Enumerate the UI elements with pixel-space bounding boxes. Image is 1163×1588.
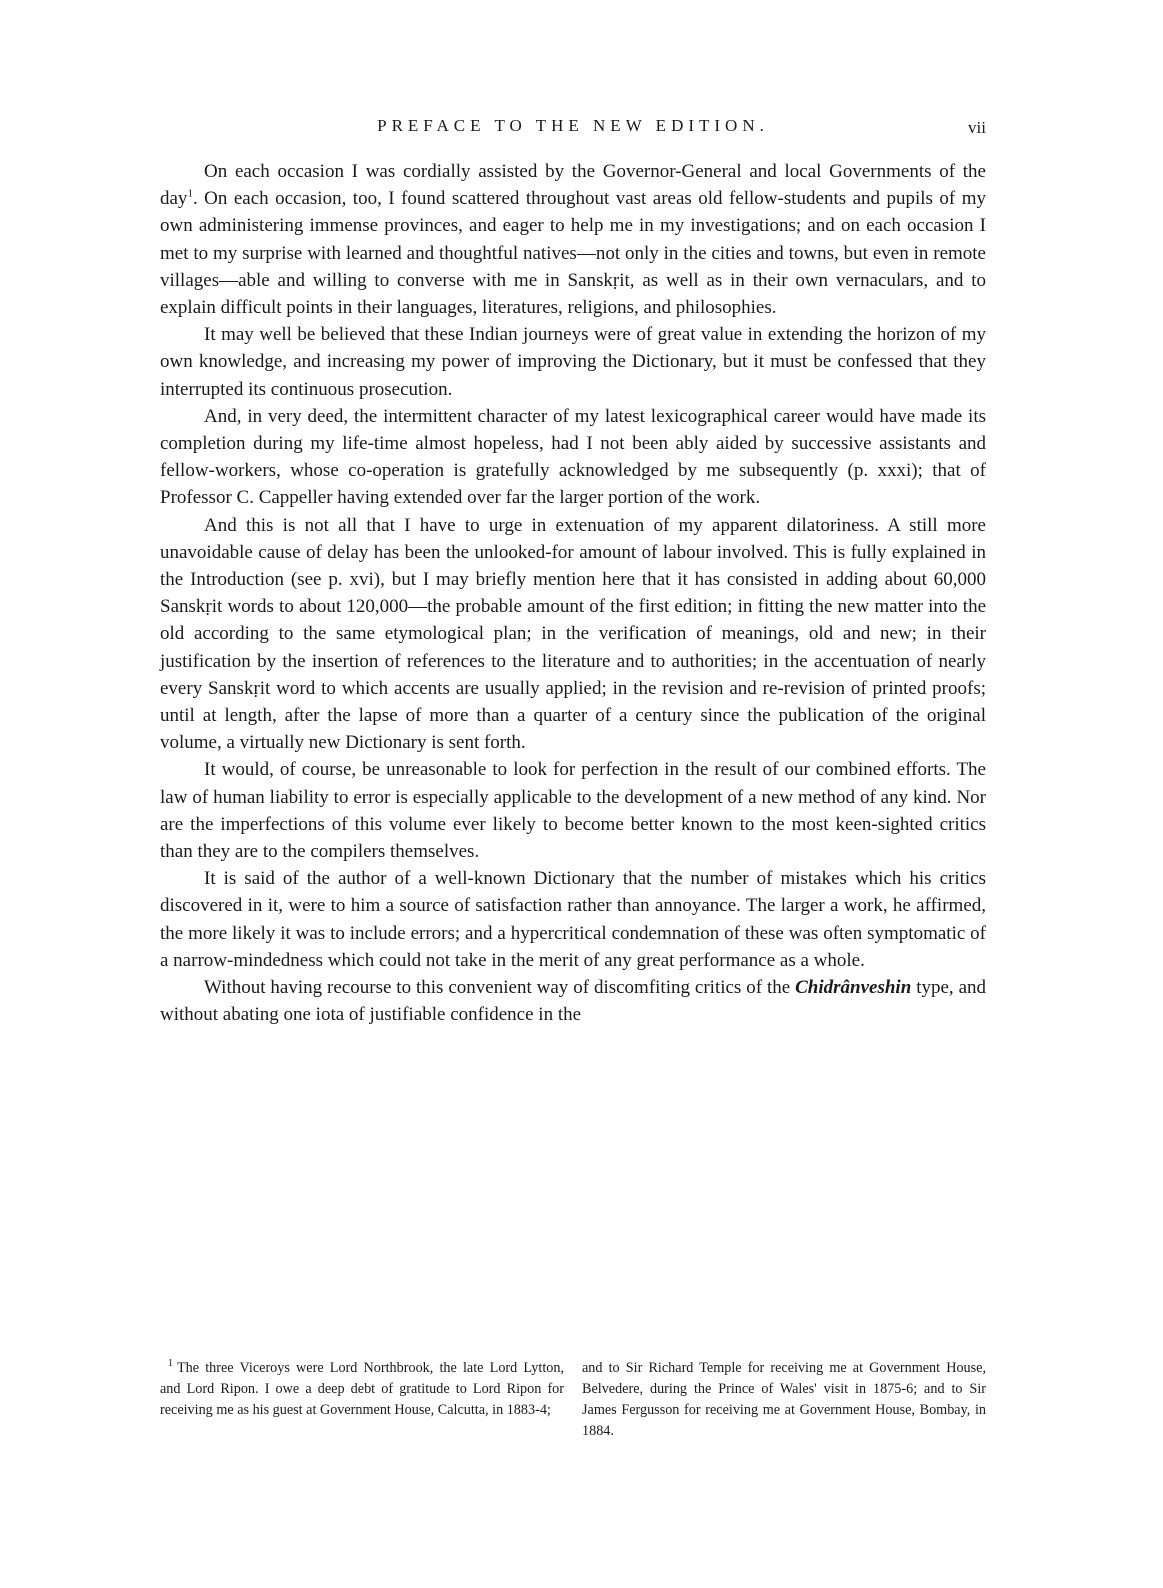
- paragraph-1: [160, 158, 986, 321]
- footnote-reference: 1: [187, 187, 193, 200]
- paragraph-2: It may well be believed that these Indian journeys were of great value in extending the horizon of my own knowledge, and increasing my power of improving the Dictionary, but it must be confessed that they interrupted its continuous prosecution.: [160, 324, 986, 400]
- footnote-text-left: The three Viceroys were Lord Northbrook, the late Lord Lytton, and Lord Ripon. I owe a deep debt of gratitude to Lord Ripon for receiving me as his guest at Government House, Calcutta, in 1883-4;: [160, 1360, 564, 1418]
- paragraph-7-text-a: Without having recourse to this convenient way of discomfiting critics of the: [204, 977, 791, 999]
- paragraph-4: And this is not all that I have to urge in extenuation of my apparent dilatoriness. A still more unavoidable cause of delay has been the unlooked-for amount of labour involved. This is fully explained in the Introduction (see p. xvi), but I may briefly mention here that it has consisted in adding about 60,000 Sanskṛit words to about 120,000—the probable amount of the first edition; in fitting the new matter into the old according to the same etymological plan; in the verification of meanings, old and new; in their justification by the insertion of references to the literature and to authorities; in the accentuation of nearly every Sanskṛit word to which accents are usually applied; in the revision and re-revision of printed proofs; until at length, after the lapse of more than a quarter of a century since the publication of the original volume, a virtually new Dictionary is sent forth.: [160, 514, 986, 754]
- paragraph-6: It is said of the author of a well-known Dictionary that the number of mistakes which his critics discovered in it, were to him a source of satisfaction rather than annoyance. The larger a work, he affirmed, the more likely it was to include errors; and a hypercritical condemnation of these was often symptomatic of a narrow-mindedness which could not take in the merit of any great performance as a whole.: [160, 868, 986, 971]
- footnotes: [160, 1358, 986, 1442]
- footnote-text-right: and to Sir Richard Temple for receiving me at Government House, Belvedere, during the Prince of Wales' visit in 1875-6; and to Sir James Fergusson for receiving me at Government House, Bombay, in 1884.: [582, 1360, 986, 1439]
- paragraph-1-text-b: . On each occasion, too, I found scattered throughout vast areas old fellow-students and pupils of my own administering immense provinces, and eager to help me in my investigations; and on each occasion I met to my surprise with learned and thoughtful natives—not only in the cities and towns, but even in remote villages—able and willing to converse with me in Sanskṛit, as well as in their own vernaculars, and to explain difficult points in their languages, literatures, religions, and philosophies.: [160, 188, 986, 319]
- paragraph-3: And, in very deed, the intermittent character of my latest lexicographical career would have made its completion during my life-time almost hopeless, had I not been ably aided by successive assistants and fellow-workers, whose co-operation is gratefully acknowledged by me subsequently (p. xxxi); that of Professor C. Cappeller having extended over far the larger portion of the work.: [160, 405, 986, 509]
- paragraph-7-text-b: type, and without abating one iota of justifiable confidence in the: [160, 977, 987, 1026]
- paragraph-7: [160, 974, 986, 1028]
- running-title: PREFACE TO THE NEW EDITION.: [377, 116, 769, 135]
- footnote-marker: 1: [168, 1358, 173, 1370]
- body-text: [160, 158, 986, 1029]
- running-head: [160, 116, 986, 146]
- italic-term: Chidrânveshin: [795, 977, 912, 999]
- footnote-column-right: [582, 1358, 986, 1442]
- paragraph-5: It would, of course, be unreasonable to look for perfection in the result of our combined efforts. The law of human liability to error is especially applicable to the development of a new method of any kind. Nor are the imperfections of this volume ever likely to become better known to the most keen-sighted critics than they are to the compilers themselves.: [160, 759, 986, 863]
- paragraph-1-text-a: On each occasion I was cordially assisted by the Governor-General and local Governments of the day: [160, 161, 986, 210]
- page-number: vii: [968, 118, 986, 137]
- footnote-column-left: [160, 1358, 564, 1442]
